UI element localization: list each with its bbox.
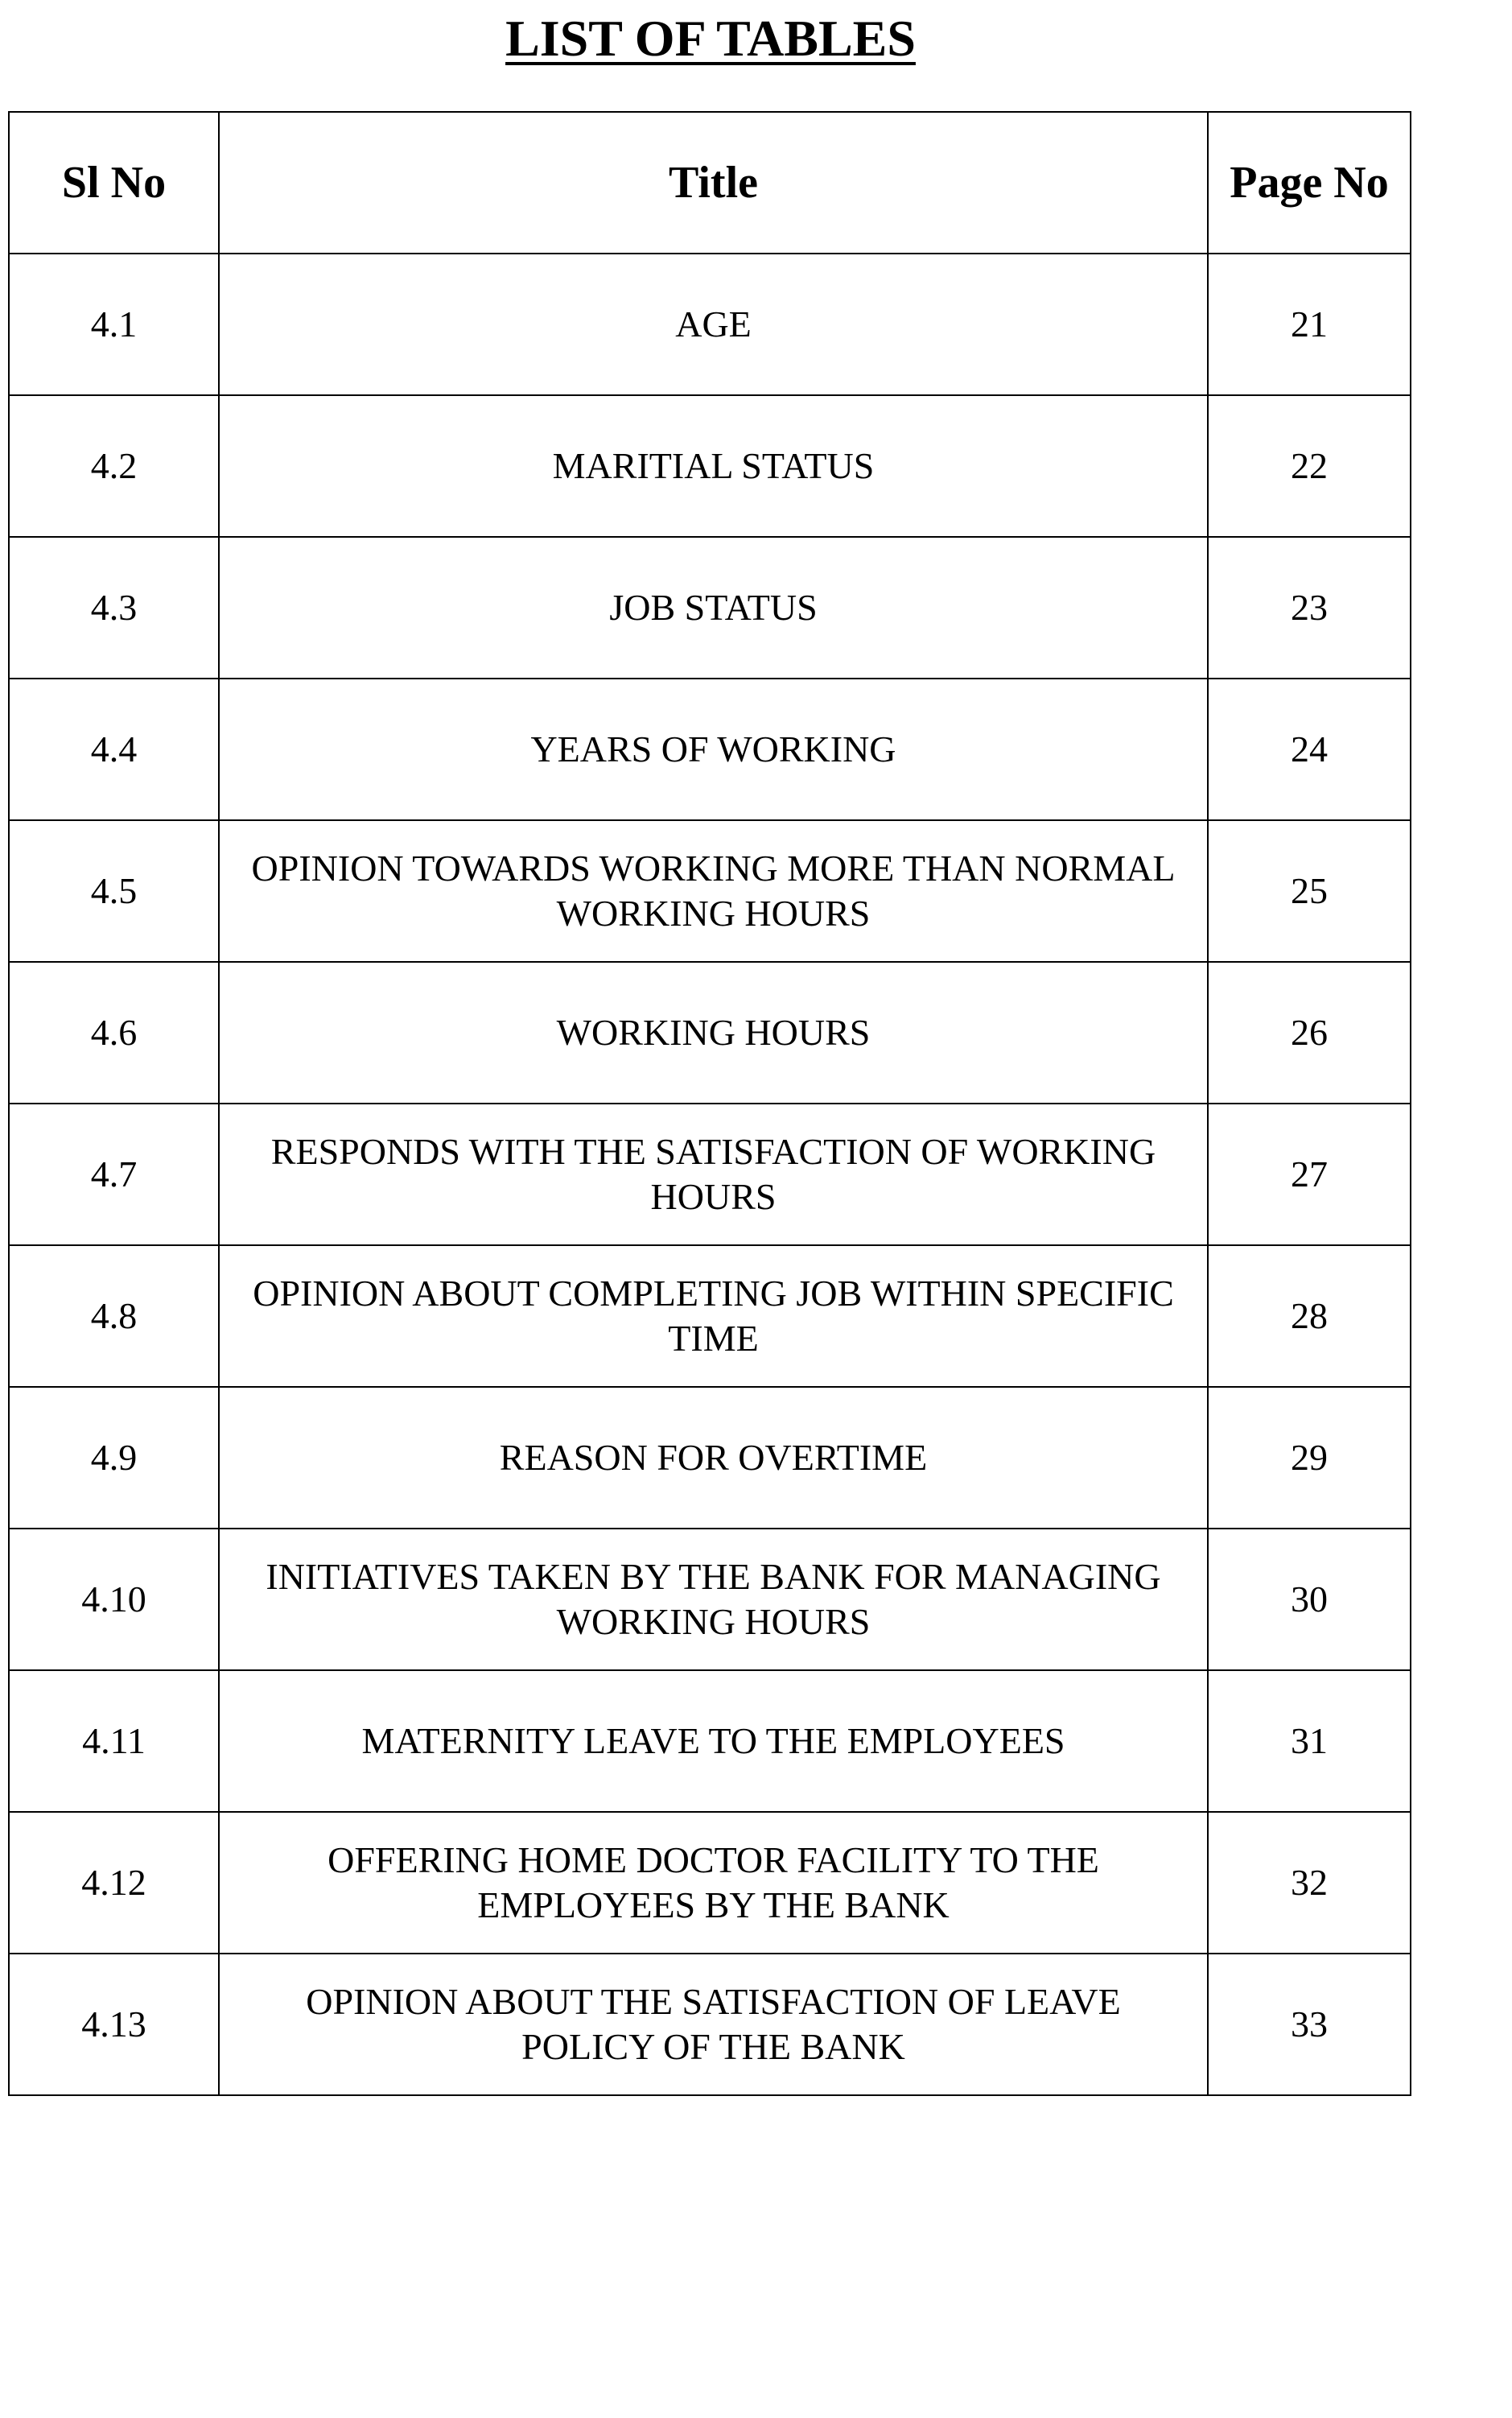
page-no-cell: 21 [1208, 254, 1411, 395]
table-header-row [9, 112, 1411, 254]
page-no-cell: 22 [1208, 395, 1411, 537]
table-row [9, 254, 1411, 395]
sl-no-cell: 4.9 [9, 1387, 219, 1529]
table-row [9, 1670, 1411, 1812]
sl-no-cell: 4.5 [9, 820, 219, 962]
column-header-title: Title [219, 112, 1208, 254]
sl-no-cell: 4.8 [9, 1245, 219, 1387]
sl-no-cell: 4.2 [9, 395, 219, 537]
column-header-sl-no: Sl No [9, 112, 219, 254]
table-row [9, 1812, 1411, 1954]
table-row [9, 1104, 1411, 1245]
table-row [9, 1387, 1411, 1529]
page-no-cell: 28 [1208, 1245, 1411, 1387]
page-no-cell: 33 [1208, 1954, 1411, 2095]
title-cell: YEARS OF WORKING [219, 679, 1208, 820]
title-cell: WORKING HOURS [219, 962, 1208, 1104]
table-row [9, 820, 1411, 962]
page-no-cell: 23 [1208, 537, 1411, 679]
list-of-tables [8, 111, 1411, 2096]
title-cell: OPINION ABOUT COMPLETING JOB WITHIN SPECIFIC TIME [219, 1245, 1208, 1387]
page-no-cell: 27 [1208, 1104, 1411, 1245]
title-cell: AGE [219, 254, 1208, 395]
sl-no-cell: 4.1 [9, 254, 219, 395]
sl-no-cell: 4.6 [9, 962, 219, 1104]
table-row [9, 962, 1411, 1104]
table-row [9, 1529, 1411, 1670]
table-row [9, 1245, 1411, 1387]
sl-no-cell: 4.11 [9, 1670, 219, 1812]
title-cell: RESPONDS WITH THE SATISFACTION OF WORKING HOURS [219, 1104, 1208, 1245]
column-header-page-no: Page No [1208, 112, 1411, 254]
page-no-cell: 30 [1208, 1529, 1411, 1670]
sl-no-cell: 4.10 [9, 1529, 219, 1670]
title-cell: REASON FOR OVERTIME [219, 1387, 1208, 1529]
title-cell: OPINION TOWARDS WORKING MORE THAN NORMAL WORKING HOURS [219, 820, 1208, 962]
page-no-cell: 25 [1208, 820, 1411, 962]
page-no-cell: 26 [1208, 962, 1411, 1104]
page-no-cell: 24 [1208, 679, 1411, 820]
page-no-cell: 31 [1208, 1670, 1411, 1812]
page-no-cell: 29 [1208, 1387, 1411, 1529]
sl-no-cell: 4.13 [9, 1954, 219, 2095]
title-cell: JOB STATUS [219, 537, 1208, 679]
page-no-cell: 32 [1208, 1812, 1411, 1954]
table-row [9, 395, 1411, 537]
sl-no-cell: 4.12 [9, 1812, 219, 1954]
table-row [9, 537, 1411, 679]
table-row [9, 1954, 1411, 2095]
title-cell: OPINION ABOUT THE SATISFACTION OF LEAVE POLICY OF THE BANK [219, 1954, 1208, 2095]
title-cell: OFFERING HOME DOCTOR FACILITY TO THE EMPLOYEES BY THE BANK [219, 1812, 1208, 1954]
title-cell: MATERNITY LEAVE TO THE EMPLOYEES [219, 1670, 1208, 1812]
table-row [9, 679, 1411, 820]
sl-no-cell: 4.7 [9, 1104, 219, 1245]
page-title [0, 6, 1421, 71]
title-cell: MARITIAL STATUS [219, 395, 1208, 537]
sl-no-cell: 4.3 [9, 537, 219, 679]
title-cell: INITIATIVES TAKEN BY THE BANK FOR MANAGING WORKING HOURS [219, 1529, 1208, 1670]
sl-no-cell: 4.4 [9, 679, 219, 820]
page-title-text: LIST OF TABLES [505, 10, 916, 67]
